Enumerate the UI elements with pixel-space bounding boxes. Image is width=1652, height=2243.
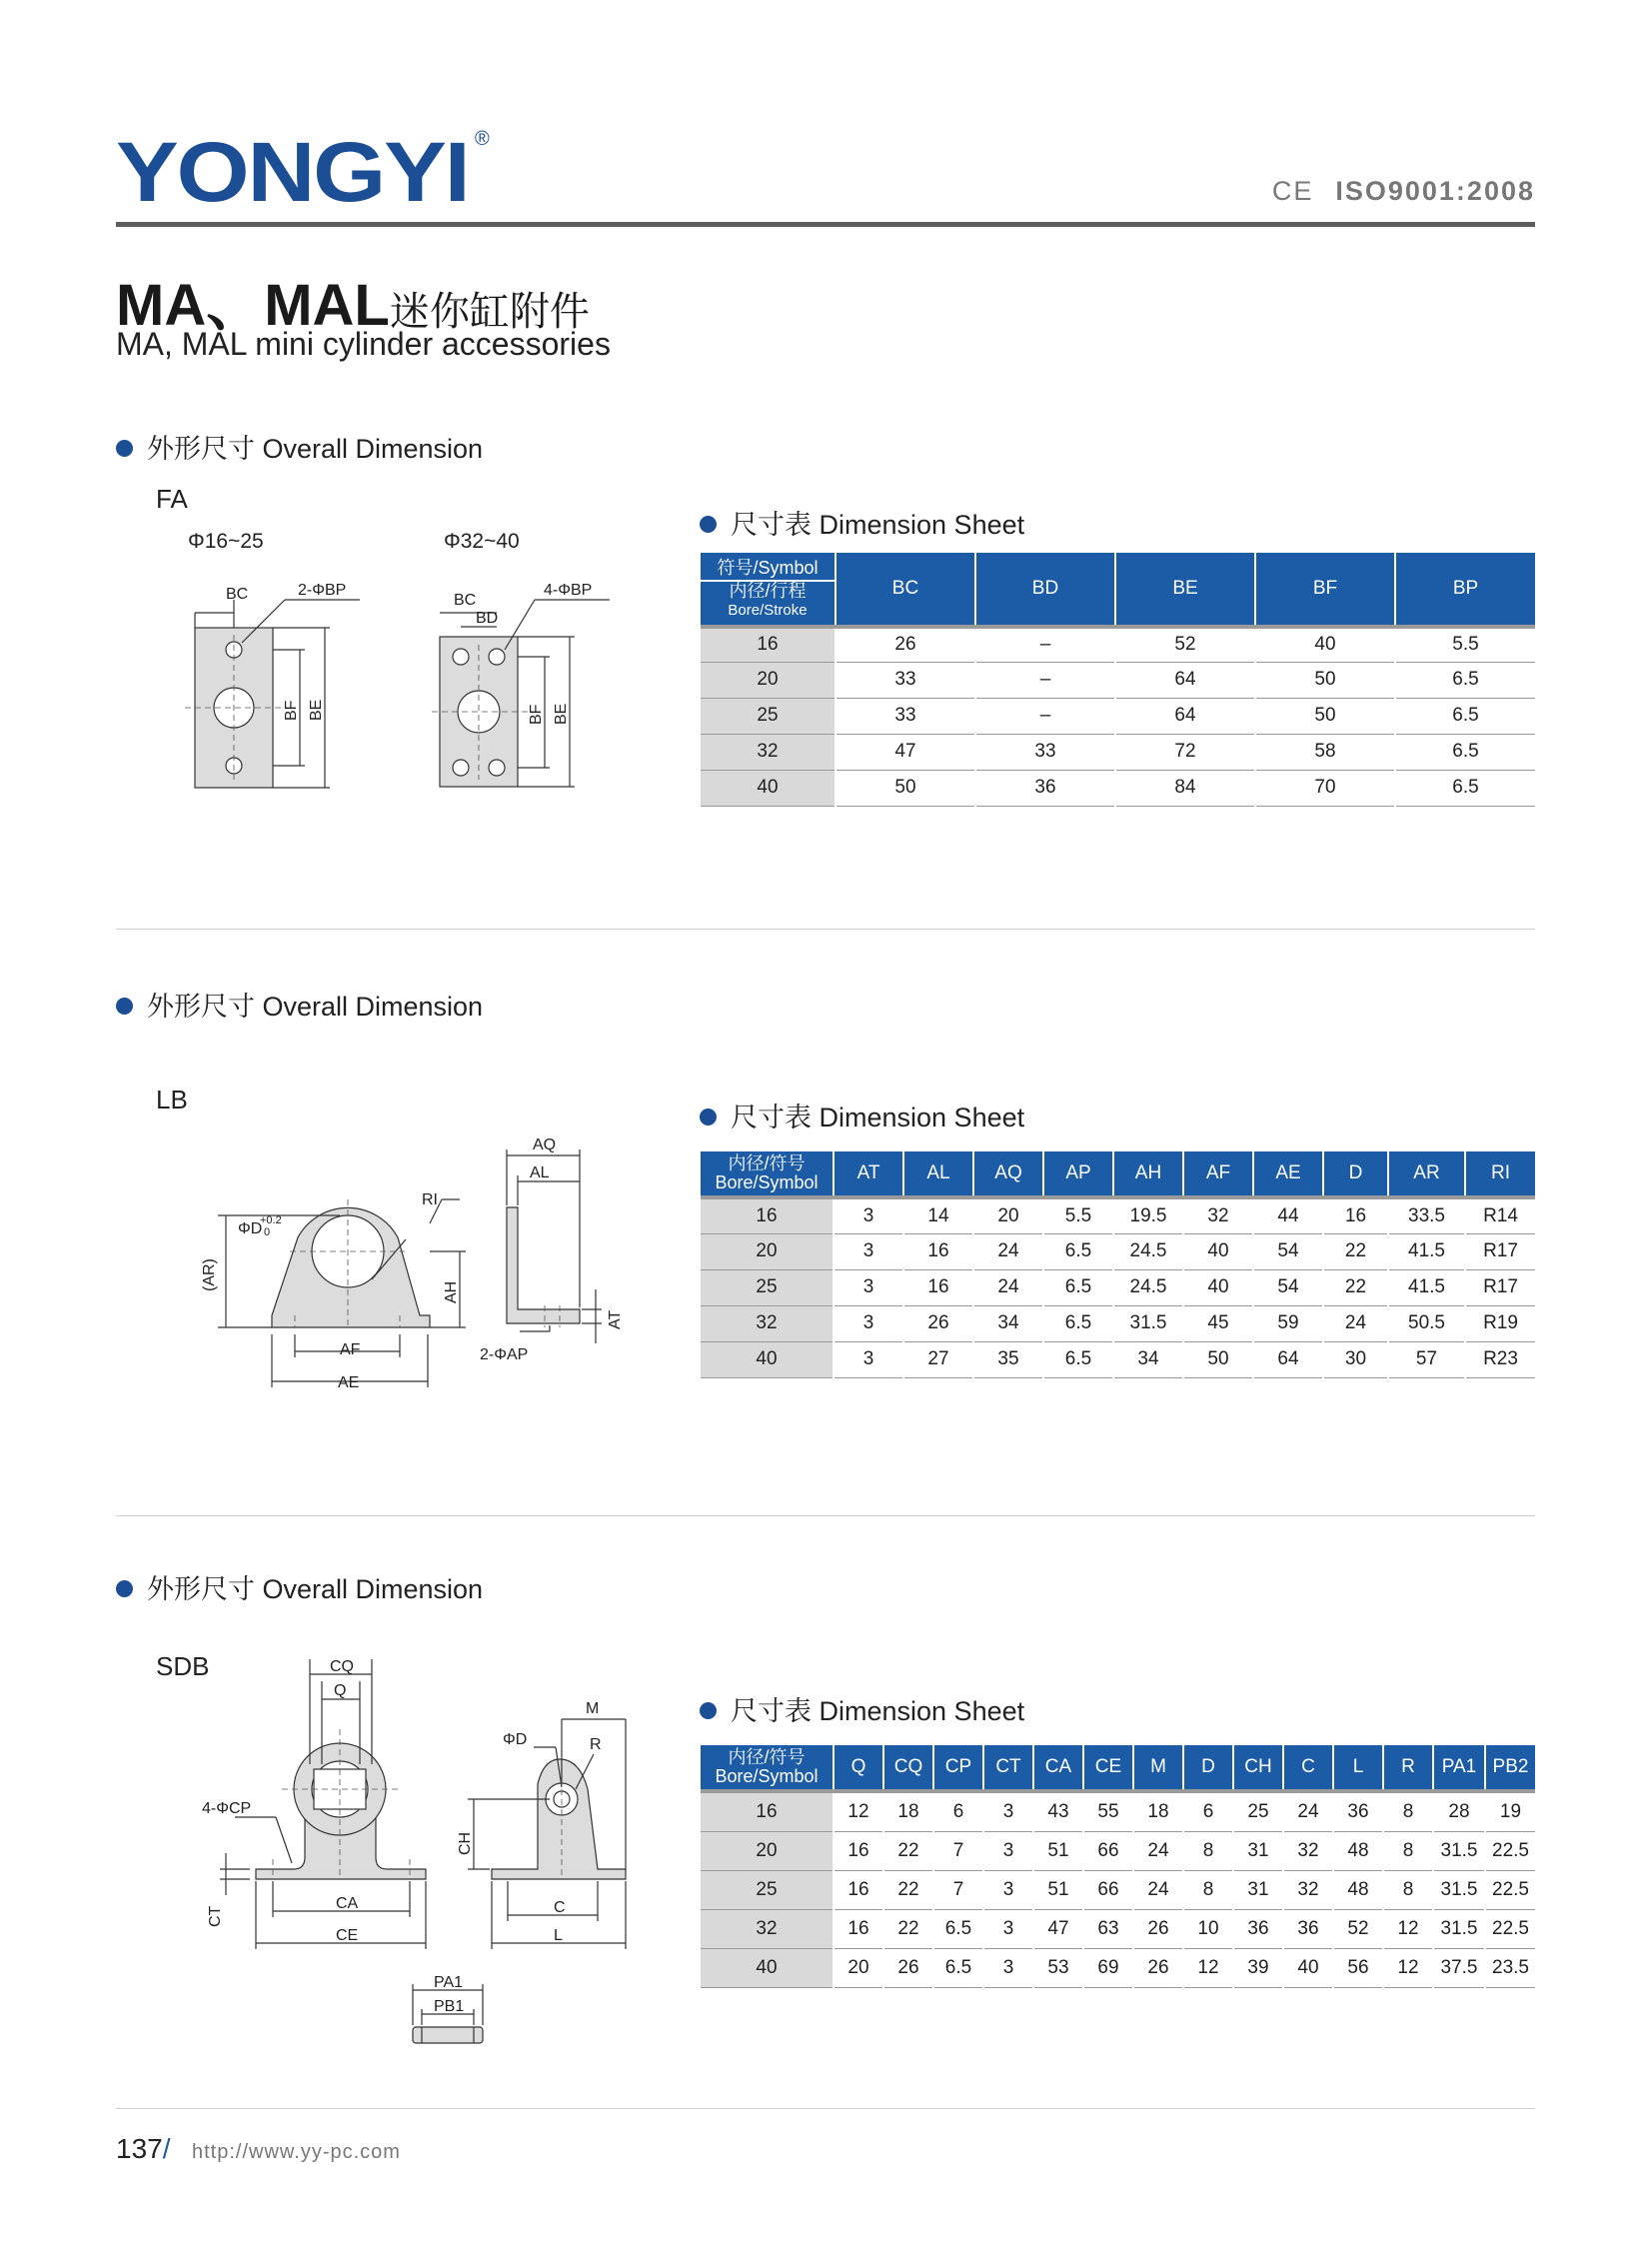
table-cell: 50 xyxy=(1255,698,1395,734)
section-heading-fa: 外形尺寸 Overall Dimension xyxy=(116,427,483,466)
sdb-label: SDB xyxy=(156,1651,210,1681)
table-cell: 3 xyxy=(833,1233,903,1269)
table-cell: 6.5 xyxy=(1395,698,1535,734)
sdb-col-header: PA1 xyxy=(1433,1745,1485,1791)
table-cell: 12 xyxy=(1183,1948,1233,1987)
table-cell: 6.5 xyxy=(1043,1305,1113,1341)
title-cn: 迷你缸附件 xyxy=(389,290,590,334)
table-cell: 31.5 xyxy=(1113,1305,1183,1341)
table-row xyxy=(701,627,1535,662)
fa-variant-small: Φ16~25 xyxy=(188,530,264,553)
table-cell: 3 xyxy=(983,1791,1033,1831)
table-cell: 3 xyxy=(833,1269,903,1305)
sdb-col-header: C xyxy=(1283,1745,1333,1791)
fa-col-header: BC xyxy=(835,553,975,627)
table-cell: 6.5 xyxy=(933,1948,983,1987)
table-cell: R14 xyxy=(1465,1197,1535,1233)
table-cell: 24.5 xyxy=(1113,1269,1183,1305)
table-cell: – xyxy=(975,627,1115,662)
fa-dim-be-large: BE xyxy=(553,703,570,725)
brand-logo: YONGYI xyxy=(116,125,469,219)
table-cell: 72 xyxy=(1115,734,1255,770)
table-cell: 22 xyxy=(883,1909,933,1948)
table-cell: 43 xyxy=(1033,1791,1083,1831)
sdb-dim-r: R xyxy=(590,1736,602,1753)
table-cell: 16 xyxy=(833,1831,883,1870)
lb-dimension-table xyxy=(701,1151,1535,1378)
table-cell: 22 xyxy=(883,1831,933,1870)
bullet-icon xyxy=(700,1702,717,1719)
table-cell: 6.5 xyxy=(1043,1341,1113,1377)
fa-dim-bp-small: 2-ΦBP xyxy=(298,582,347,599)
table-cell: 66 xyxy=(1083,1870,1133,1909)
table-cell: 54 xyxy=(1253,1233,1323,1269)
table-cell: 84 xyxy=(1115,770,1255,806)
table-cell: 8 xyxy=(1383,1791,1433,1831)
table-cell: 50 xyxy=(1255,662,1395,698)
section-heading-sdb: 外形尺寸 Overall Dimension xyxy=(116,1567,483,1606)
table-cell: 35 xyxy=(973,1341,1043,1377)
section-heading-lb-sheet: 尺寸表 Dimension Sheet xyxy=(700,1096,1024,1134)
section-heading-fa-sheet: 尺寸表 Dimension Sheet xyxy=(700,503,1024,542)
table-cell: 36 xyxy=(1333,1791,1383,1831)
fa-dim-bc-large: BC xyxy=(454,592,477,609)
row-bore: 32 xyxy=(701,1305,833,1341)
table-cell: 12 xyxy=(1383,1909,1433,1948)
row-bore: 40 xyxy=(701,1341,833,1377)
table-cell: 3 xyxy=(983,1948,1033,1987)
table-cell: 64 xyxy=(1253,1341,1323,1377)
table-cell: 16 xyxy=(833,1870,883,1909)
table-row xyxy=(701,1791,1535,1831)
table-cell: 52 xyxy=(1115,627,1255,662)
table-cell: 41.5 xyxy=(1388,1269,1465,1305)
table-row xyxy=(701,1909,1535,1948)
registered-mark: ® xyxy=(475,128,490,150)
table-cell: 33 xyxy=(975,734,1115,770)
footer-divider xyxy=(116,2108,1535,2109)
table-row xyxy=(701,1305,1535,1341)
page-slash: / xyxy=(162,2133,171,2164)
row-bore: 16 xyxy=(701,1197,833,1233)
table-cell: 52 xyxy=(1333,1909,1383,1948)
table-cell: 22.5 xyxy=(1485,1870,1535,1909)
table-cell: 31.5 xyxy=(1433,1909,1485,1948)
table-cell: 36 xyxy=(975,770,1115,806)
lb-col-header: AL xyxy=(903,1151,973,1197)
section-heading-sdb-sheet: 尺寸表 Dimension Sheet xyxy=(700,1689,1024,1728)
sdb-symbol-header: 内径/符号 Bore/Symbol xyxy=(701,1745,833,1791)
table-cell: 58 xyxy=(1255,734,1395,770)
table-cell: 36 xyxy=(1233,1909,1283,1948)
fa-variant-large: Φ32~40 xyxy=(444,530,520,553)
lb-dim-ap: 2-ΦAP xyxy=(480,1346,529,1363)
table-cell: 24 xyxy=(1283,1791,1333,1831)
lb-col-header: AT xyxy=(833,1151,903,1197)
table-cell: 26 xyxy=(883,1948,933,1987)
row-bore: 25 xyxy=(701,1269,833,1305)
table-cell: 24.5 xyxy=(1113,1233,1183,1269)
table-cell: 53 xyxy=(1033,1948,1083,1987)
lb-dim-phid: ΦD xyxy=(238,1220,263,1237)
sdb-dim-cp: 4-ΦCP xyxy=(202,1800,252,1817)
sdb-dimension-table xyxy=(701,1745,1535,1988)
table-cell: R17 xyxy=(1465,1233,1535,1269)
sdb-col-header: CE xyxy=(1083,1745,1133,1791)
table-cell: 16 xyxy=(903,1269,973,1305)
table-cell: 47 xyxy=(1033,1909,1083,1948)
table-cell: 69 xyxy=(1083,1948,1133,1987)
row-bore: 20 xyxy=(701,1233,833,1269)
row-bore: 40 xyxy=(701,770,835,806)
table-cell: – xyxy=(975,662,1115,698)
table-cell: R17 xyxy=(1465,1269,1535,1305)
lb-dim-at: AT xyxy=(607,1309,624,1329)
table-cell: 14 xyxy=(903,1197,973,1233)
row-bore: 25 xyxy=(701,1870,833,1909)
section-divider xyxy=(116,929,1535,930)
table-row xyxy=(701,662,1535,698)
table-cell: 8 xyxy=(1383,1831,1433,1870)
page-subtitle: MA, MAL mini cylinder accessories xyxy=(116,326,611,362)
table-cell: 40 xyxy=(1183,1269,1253,1305)
table-cell: 57 xyxy=(1388,1341,1465,1377)
fa-label: FA xyxy=(156,484,188,514)
table-cell: 6.5 xyxy=(1395,770,1535,806)
table-cell: 20 xyxy=(833,1948,883,1987)
fa-dim-bf-large: BF xyxy=(528,704,545,725)
table-row xyxy=(701,1197,1535,1233)
table-cell: 24 xyxy=(973,1233,1043,1269)
table-cell: 50.5 xyxy=(1388,1305,1465,1341)
sdb-dim-phid: ΦD xyxy=(503,1731,528,1748)
table-cell: 55 xyxy=(1083,1791,1133,1831)
table-cell: 39 xyxy=(1233,1948,1283,1987)
fa-dim-bc-small: BC xyxy=(226,586,249,603)
sdb-dim-ch: CH xyxy=(457,1831,474,1855)
table-cell: 51 xyxy=(1033,1831,1083,1870)
sdb-dim-m: M xyxy=(586,1700,600,1717)
lb-col-header: AE xyxy=(1253,1151,1323,1197)
table-cell: 22 xyxy=(883,1870,933,1909)
title-model: MA、MAL xyxy=(116,273,390,338)
table-cell: 8 xyxy=(1183,1870,1233,1909)
page-number: 137/ xyxy=(116,2133,171,2164)
lb-col-header: AQ xyxy=(973,1151,1043,1197)
ce-mark: CE xyxy=(1271,176,1314,206)
bullet-icon xyxy=(116,1580,133,1597)
table-cell: 16 xyxy=(833,1909,883,1948)
certification xyxy=(1272,176,1535,207)
table-cell: 31 xyxy=(1233,1831,1283,1870)
table-cell: 59 xyxy=(1253,1305,1323,1341)
table-cell: 26 xyxy=(835,627,975,662)
sdb-col-header: PB2 xyxy=(1485,1745,1535,1791)
fa-dim-bp-large: 4-ΦBP xyxy=(544,582,593,599)
fa-dimension-table xyxy=(701,553,1535,807)
table-row xyxy=(701,1831,1535,1870)
table-cell: 48 xyxy=(1333,1831,1383,1870)
table-cell: 37.5 xyxy=(1433,1948,1485,1987)
lb-dim-ah: AH xyxy=(443,1280,460,1303)
lb-dim-al: AL xyxy=(530,1164,550,1181)
table-cell: 6 xyxy=(933,1791,983,1831)
table-cell: 7 xyxy=(933,1870,983,1909)
table-cell: 16 xyxy=(903,1233,973,1269)
table-cell: 10 xyxy=(1183,1909,1233,1948)
table-cell: 18 xyxy=(1133,1791,1183,1831)
table-row xyxy=(701,1233,1535,1269)
table-cell: 3 xyxy=(983,1831,1033,1870)
fa-col-header: BF xyxy=(1255,553,1395,627)
table-cell: 50 xyxy=(835,770,975,806)
table-cell: 32 xyxy=(1283,1831,1333,1870)
fa-dim-be-small: BE xyxy=(308,699,325,721)
sdb-col-header: R xyxy=(1383,1745,1433,1791)
table-cell: 5.5 xyxy=(1395,627,1535,662)
sdb-col-header: CA xyxy=(1033,1745,1083,1791)
table-cell: 34 xyxy=(973,1305,1043,1341)
sdb-col-header: CP xyxy=(933,1745,983,1791)
table-cell: 20 xyxy=(973,1197,1043,1233)
lb-col-header: AF xyxy=(1183,1151,1253,1197)
table-cell: 3 xyxy=(983,1870,1033,1909)
table-cell: 51 xyxy=(1033,1870,1083,1909)
bullet-icon xyxy=(700,516,717,533)
table-cell: 7 xyxy=(933,1831,983,1870)
table-cell: 30 xyxy=(1323,1341,1388,1377)
table-cell: 31.5 xyxy=(1433,1870,1485,1909)
sdb-dim-pa1: PA1 xyxy=(434,1974,464,1991)
fa-drawing xyxy=(170,575,630,815)
sdb-drawing xyxy=(190,1659,650,2079)
table-row xyxy=(701,698,1535,734)
table-cell: R19 xyxy=(1465,1305,1535,1341)
table-cell: 56 xyxy=(1333,1948,1383,1987)
sdb-col-header: CQ xyxy=(883,1745,933,1791)
sdb-col-header: CT xyxy=(983,1745,1033,1791)
table-cell: 70 xyxy=(1255,770,1395,806)
table-row xyxy=(701,1269,1535,1305)
table-row xyxy=(701,770,1535,806)
lb-col-header: AR xyxy=(1388,1151,1465,1197)
lb-dim-tol-lo: 0 xyxy=(264,1226,271,1238)
table-cell: 24 xyxy=(973,1269,1043,1305)
sdb-col-header: L xyxy=(1333,1745,1383,1791)
row-bore: 20 xyxy=(701,1831,833,1870)
table-cell: 36 xyxy=(1283,1909,1333,1948)
lb-dim-af: AF xyxy=(340,1341,361,1358)
table-cell: 25 xyxy=(1233,1791,1283,1831)
table-cell: 32 xyxy=(1283,1870,1333,1909)
table-cell: 22.5 xyxy=(1485,1909,1535,1948)
table-cell: 50 xyxy=(1183,1341,1253,1377)
table-cell: 12 xyxy=(833,1791,883,1831)
table-cell: 3 xyxy=(833,1341,903,1377)
table-row xyxy=(701,734,1535,770)
fa-symbol-header: 符号/Symbol 内径/行程 Bore/Stroke xyxy=(701,553,835,627)
lb-col-header: AP xyxy=(1043,1151,1113,1197)
sdb-dim-ce: CE xyxy=(336,1927,359,1944)
table-cell: 8 xyxy=(1383,1870,1433,1909)
table-cell: 26 xyxy=(1133,1909,1183,1948)
table-cell: 5.5 xyxy=(1043,1197,1113,1233)
lb-dim-ri: RI xyxy=(422,1191,438,1208)
table-cell: 31.5 xyxy=(1433,1831,1485,1870)
table-cell: 64 xyxy=(1115,698,1255,734)
sdb-dim-cq: CQ xyxy=(330,1659,354,1675)
table-cell: 45 xyxy=(1183,1305,1253,1341)
row-bore: 16 xyxy=(701,1791,833,1831)
fa-dim-bf-small: BF xyxy=(283,700,300,721)
table-cell: 34 xyxy=(1113,1341,1183,1377)
row-bore: 25 xyxy=(701,698,835,734)
table-cell: 33.5 xyxy=(1388,1197,1465,1233)
table-cell: 54 xyxy=(1253,1269,1323,1305)
table-cell: 6 xyxy=(1183,1791,1233,1831)
table-cell: 48 xyxy=(1333,1870,1383,1909)
row-bore: 32 xyxy=(701,1909,833,1948)
section-heading-lb: 外形尺寸 Overall Dimension xyxy=(116,985,483,1024)
sdb-dim-q: Q xyxy=(334,1682,347,1699)
table-row xyxy=(701,1341,1535,1377)
table-cell: 40 xyxy=(1283,1948,1333,1987)
table-cell: 23.5 xyxy=(1485,1948,1535,1987)
bullet-icon xyxy=(116,440,133,457)
row-bore: 32 xyxy=(701,734,835,770)
section-divider xyxy=(116,1515,1535,1516)
table-cell: 31 xyxy=(1233,1870,1283,1909)
table-cell: 66 xyxy=(1083,1831,1133,1870)
table-cell: 28 xyxy=(1433,1791,1485,1831)
table-cell: 40 xyxy=(1183,1233,1253,1269)
fa-col-header: BE xyxy=(1115,553,1255,627)
table-cell: 24 xyxy=(1323,1305,1388,1341)
table-row xyxy=(701,1948,1535,1987)
row-bore: 16 xyxy=(701,627,835,662)
sdb-col-header: D xyxy=(1183,1745,1233,1791)
row-bore: 20 xyxy=(701,662,835,698)
table-cell: 26 xyxy=(903,1305,973,1341)
table-cell: 64 xyxy=(1115,662,1255,698)
table-cell: 63 xyxy=(1083,1909,1133,1948)
table-cell: R23 xyxy=(1465,1341,1535,1377)
table-cell: – xyxy=(975,698,1115,734)
fa-dim-bd-large: BD xyxy=(476,610,499,627)
table-cell: 6.5 xyxy=(1395,734,1535,770)
lb-col-header: AH xyxy=(1113,1151,1183,1197)
lb-dim-ae: AE xyxy=(338,1374,360,1391)
sdb-col-header: M xyxy=(1133,1745,1183,1791)
header-rule xyxy=(116,222,1535,227)
table-cell: 22 xyxy=(1323,1269,1388,1305)
table-cell: 32 xyxy=(1183,1197,1253,1233)
table-cell: 33 xyxy=(835,662,975,698)
sdb-dim-c: C xyxy=(554,1899,566,1916)
table-cell: 16 xyxy=(1323,1197,1388,1233)
table-cell: 47 xyxy=(835,734,975,770)
lb-dim-aq: AQ xyxy=(533,1136,557,1153)
lb-label: LB xyxy=(156,1085,188,1115)
fa-col-header: BP xyxy=(1395,553,1535,627)
sdb-dim-l: L xyxy=(554,1927,563,1944)
lb-col-header: D xyxy=(1323,1151,1388,1197)
lb-symbol-header: 内径/符号 Bore/Symbol xyxy=(701,1151,833,1197)
table-cell: 33 xyxy=(835,698,975,734)
lb-col-header: RI xyxy=(1465,1151,1535,1197)
sdb-dim-ct: CT xyxy=(207,1905,224,1927)
lb-dim-ar: (AR) xyxy=(201,1258,218,1291)
table-cell: 12 xyxy=(1383,1948,1433,1987)
lb-drawing xyxy=(190,1129,650,1409)
sdb-dim-pb1: PB1 xyxy=(434,1998,465,2015)
fa-col-header: BD xyxy=(975,553,1115,627)
table-cell: 26 xyxy=(1133,1948,1183,1987)
table-cell: 22.5 xyxy=(1485,1831,1535,1870)
table-cell: 6.5 xyxy=(933,1909,983,1948)
sdb-col-header: Q xyxy=(833,1745,883,1791)
table-cell: 8 xyxy=(1183,1831,1233,1870)
row-bore: 40 xyxy=(701,1948,833,1987)
table-cell: 6.5 xyxy=(1043,1269,1113,1305)
table-cell: 41.5 xyxy=(1388,1233,1465,1269)
bullet-icon xyxy=(116,998,133,1015)
table-cell: 24 xyxy=(1133,1870,1183,1909)
lb-dim-tol-up: +0.2 xyxy=(260,1214,282,1226)
bullet-icon xyxy=(700,1109,717,1125)
table-cell: 40 xyxy=(1255,627,1395,662)
table-cell: 44 xyxy=(1253,1197,1323,1233)
table-cell: 3 xyxy=(833,1197,903,1233)
table-cell: 18 xyxy=(883,1791,933,1831)
table-cell: 27 xyxy=(903,1341,973,1377)
table-cell: 6.5 xyxy=(1395,662,1535,698)
sdb-col-header: CH xyxy=(1233,1745,1283,1791)
table-cell: 24 xyxy=(1133,1831,1183,1870)
table-cell: 3 xyxy=(833,1305,903,1341)
table-cell: 3 xyxy=(983,1909,1033,1948)
table-cell: 6.5 xyxy=(1043,1233,1113,1269)
sdb-dim-ca: CA xyxy=(336,1895,359,1912)
table-cell: 19.5 xyxy=(1113,1197,1183,1233)
table-cell: 22 xyxy=(1323,1233,1388,1269)
website-link[interactable]: http://www.yy-pc.com xyxy=(192,2141,401,2163)
table-row xyxy=(701,1870,1535,1909)
table-cell: 19 xyxy=(1485,1791,1535,1831)
iso-label: ISO9001:2008 xyxy=(1335,176,1535,206)
